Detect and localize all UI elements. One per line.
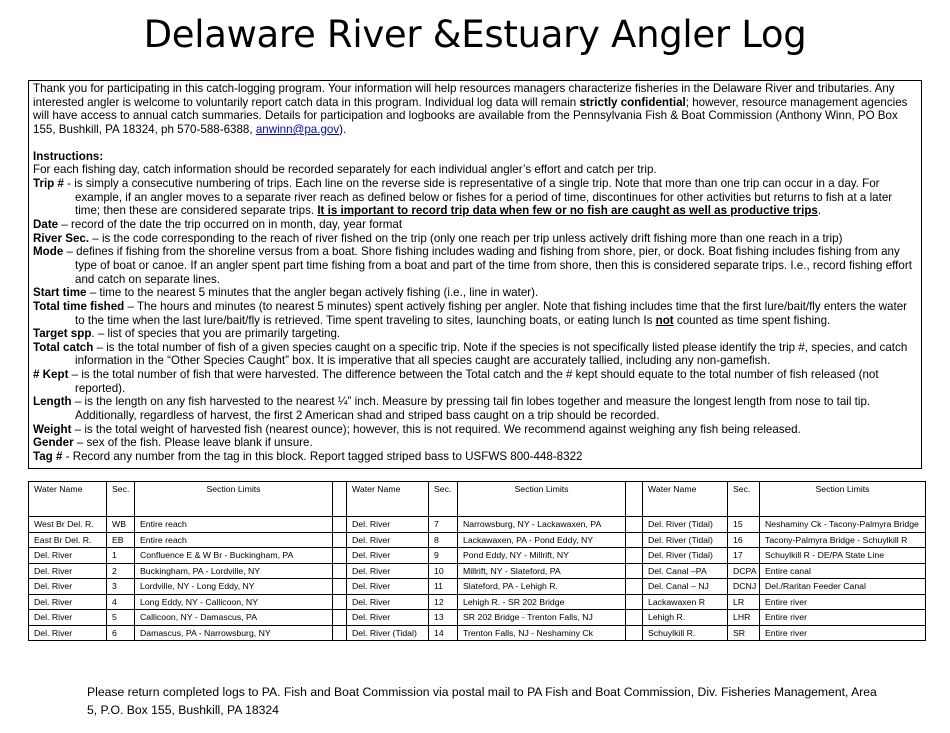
header-section-limits: Section Limits: [458, 482, 626, 517]
limits-cell: Entire river: [760, 625, 926, 641]
column-separator: [333, 610, 347, 626]
water-name-cell: Del. River: [347, 594, 429, 610]
page-title: Delaware River &Estuary Angler Log: [143, 13, 807, 56]
sec-cell: LR: [728, 594, 760, 610]
def-mode-text: – defines if fishing from the shoreline versus from a boat. Shore fishing includes wading and fishing from shore, pier, or dock. Boat fishing includes fishing from any type of boat or canoe. If an angler spent part time fishing from a boat and part of the time from shore, then this is considered separate trips. I.e., record fishing effort and catch on separate lines.: [63, 245, 912, 286]
limits-cell: Trenton Falls, NJ - Neshaminy Ck: [458, 625, 626, 641]
def-length: [33, 395, 917, 422]
limits-cell: Long Eddy, NY - Callicoon, NY: [135, 594, 333, 610]
limits-cell: Entire canal: [760, 563, 926, 579]
total-time-emphasis: not: [655, 313, 674, 327]
term-target-spp: Target spp: [33, 327, 92, 341]
column-separator: [626, 517, 643, 533]
sec-cell: 10: [429, 563, 458, 579]
limits-cell: Lehigh R. - SR 202 Bridge: [458, 594, 626, 610]
table-row: [29, 594, 926, 610]
column-separator: [333, 517, 347, 533]
sec-cell: 1: [107, 548, 135, 564]
column-separator: [333, 548, 347, 564]
water-name-cell: Del. River: [29, 625, 107, 641]
def-tag-text: - Record any number from the tag in this block. Report tagged striped bass to USFWS 800-448-8322: [62, 450, 583, 464]
header-section-limits: Section Limits: [135, 482, 333, 517]
intro-text-3: ).: [339, 122, 347, 136]
header-sec: Sec.: [728, 482, 760, 517]
instructions-box: [28, 80, 922, 469]
column-separator: [626, 625, 643, 641]
limits-cell: Entire reach: [135, 532, 333, 548]
water-name-cell: East Br Del. R.: [29, 532, 107, 548]
sec-cell: 6: [107, 625, 135, 641]
header-water-name: Water Name: [643, 482, 728, 517]
intro-text: Thank you for participating in this catch-logging program. Your information will help resources managers characterize fisheries in the Delaware River and tributaries. Any interested angler is welcome to voluntarily report catch data in this program. Individual log data will remain: [33, 82, 895, 109]
def-length-text: – is the length on any fish harvested to the nearest ¼” inch. Measure by pressing tail fin lobes together and measure the longest length from nose to tail tip. Additionally, regardless of harvest, the first 2 American shad and striped bass caught on a trip should be recorded.: [71, 395, 871, 423]
sec-cell: 8: [429, 532, 458, 548]
water-name-cell: Del. River: [347, 517, 429, 533]
limits-cell: Entire river: [760, 594, 926, 610]
term-total-time: Total time fished: [33, 299, 125, 313]
sec-cell: SR: [728, 625, 760, 641]
term-total-catch: Total catch: [33, 340, 94, 354]
intro-paragraph: [33, 82, 917, 137]
header-sec: Sec.: [107, 482, 135, 517]
sec-cell: 2: [107, 563, 135, 579]
water-name-cell: Del. River (Tidal): [643, 548, 728, 564]
table-row: [29, 625, 926, 641]
water-name-cell: Del. River: [347, 610, 429, 626]
water-name-cell: Del. Canal – NJ: [643, 579, 728, 595]
def-total-catch: [33, 341, 917, 368]
def-trip-end: .: [817, 204, 822, 218]
water-name-cell: Del. River (Tidal): [643, 517, 728, 533]
def-gender-text: – sex of the fish. Please leave blank if unsure.: [73, 436, 313, 450]
water-name-cell: West Br Del. R.: [29, 517, 107, 533]
column-separator: [333, 625, 347, 641]
def-target-spp: [33, 327, 917, 341]
column-separator: [626, 610, 643, 626]
sec-cell: 7: [429, 517, 458, 533]
column-separator: [626, 563, 643, 579]
sec-cell: EB: [107, 532, 135, 548]
def-total-time-text: – The hours and minutes (to nearest 5 minutes) spent actively fishing per angler. Note that fishing includes time that the first lure/bait/fly enters the water to the time when the last lure/bait/fly is retrieved. Time spent traveling to sites, launching boats, or eating lunch Is: [75, 299, 908, 327]
water-name-cell: Schuylkill R.: [643, 625, 728, 641]
limits-cell: SR 202 Bridge - Trenton Falls, NJ: [458, 610, 626, 626]
def-date-text: – record of the date the trip occurred on in month, day, year format: [58, 217, 403, 231]
def-river-sec-text: – is the code corresponding to the reach of river fished on the trip (only one reach per trip unless actively drift fishing more than one reach in a trip): [89, 231, 843, 245]
def-total-time: [33, 300, 917, 327]
def-river-sec: [33, 232, 917, 246]
limits-cell: Lordville, NY - Long Eddy, NY: [135, 579, 333, 595]
limits-cell: Narrowsburg, NY - Lackawaxen, PA: [458, 517, 626, 533]
column-separator: [626, 548, 643, 564]
def-total-time-end: counted as time spent fishing.: [673, 313, 831, 327]
limits-cell: Tacony-Palmyra Bridge - Schuylkill R: [760, 532, 926, 548]
water-name-cell: Del. River: [347, 563, 429, 579]
sec-cell: WB: [107, 517, 135, 533]
sec-cell: 11: [429, 579, 458, 595]
sec-cell: 5: [107, 610, 135, 626]
sec-cell: 13: [429, 610, 458, 626]
def-trip-text: - is simply a consecutive numbering of trips. Each line on the reverse side is representative of a single trip. Note that more than one trip can occur in a day. For example, if an angler moves to a separate river reach as defined below or fishes for a period of time, discontinues for other activities but returns to fish at a later time; then these are considered separate trips.: [63, 176, 893, 218]
table-row: [29, 579, 926, 595]
water-name-cell: Lehigh R.: [643, 610, 728, 626]
water-name-cell: Del. River: [29, 579, 107, 595]
term-date: Date: [33, 217, 59, 231]
term-tag: Tag #: [33, 450, 63, 464]
sec-cell: 16: [728, 532, 760, 548]
table-header-row: [29, 482, 926, 517]
limits-cell: Del./Raritan Feeder Canal: [760, 579, 926, 595]
return-instructions: Please return completed logs to PA. Fish and Boat Commission via postal mail to PA Fish and Boat Commission, Div. Fisheries Management, Area 5, P.O. Box 155, Bushkill, PA 18324: [87, 685, 877, 717]
intro-text-2: ; however, resource management agencies will have access to annual catch summaries. Details for participation and logbooks are available from the Pennsylvania Fish & Boat Commission (Anthony Winn, PO Box 155, Bushkill, PA 18324, ph 570-588-6388,: [33, 95, 908, 136]
limits-cell: Confluence E & W Br - Buckingham, PA: [135, 548, 333, 564]
sec-cell: 3: [107, 579, 135, 595]
instructions-heading: [33, 150, 917, 164]
limits-cell: Neshaminy Ck - Tacony-Palmyra Bridge: [760, 517, 926, 533]
water-name-cell: Del. River: [347, 548, 429, 564]
def-start-time-text: – time to the nearest 5 minutes that the angler began actively fishing (i.e., line in water).: [86, 286, 539, 300]
def-mode: [33, 245, 917, 286]
table-row: [29, 548, 926, 564]
def-weight: [33, 423, 917, 437]
column-separator: [333, 532, 347, 548]
term-weight: Weight: [33, 422, 72, 436]
def-date: [33, 218, 917, 232]
limits-cell: Buckingham, PA - Lordville, NY: [135, 563, 333, 579]
limits-cell: Entire reach: [135, 517, 333, 533]
table-row: [29, 517, 926, 533]
limits-cell: Schuylkill R - DE/PA State Line: [760, 548, 926, 564]
header-section-limits: Section Limits: [760, 482, 926, 517]
sec-cell: 14: [429, 625, 458, 641]
table-row: [29, 563, 926, 579]
column-separator: [333, 563, 347, 579]
water-name-cell: Del. River: [29, 563, 107, 579]
term-trip: Trip #: [33, 176, 64, 190]
column-separator: [333, 579, 347, 595]
sec-cell: 15: [728, 517, 760, 533]
instructions-lead: For each fishing day, catch information should be recorded separately for each individual angler’s effort and catch per trip.: [33, 163, 657, 177]
water-name-cell: Del. River (Tidal): [347, 625, 429, 641]
column-separator: [626, 532, 643, 548]
limits-cell: Slateford, PA - Lehigh R.: [458, 579, 626, 595]
limits-cell: Entire river: [760, 610, 926, 626]
header-water-name: Water Name: [29, 482, 107, 517]
sec-cell: DCNJ: [728, 579, 760, 595]
header-water-name: Water Name: [347, 482, 429, 517]
column-separator: [333, 594, 347, 610]
column-separator: [626, 579, 643, 595]
term-mode: Mode: [33, 245, 64, 259]
trip-emphasis: It is important to record trip data when few or no fish are caught as well as productive trips: [317, 204, 818, 218]
def-start-time: [33, 286, 917, 300]
term-river-sec: River Sec.: [33, 231, 90, 245]
water-name-cell: Del. River: [29, 548, 107, 564]
water-name-cell: Del. Canal –PA: [643, 563, 728, 579]
intro-confidential: strictly confidential: [579, 95, 686, 109]
def-gender: [33, 436, 917, 450]
def-weight-text: – is the total weight of harvested fish (nearest ounce); however, this is not required. We recommend against weighing any fish being released.: [71, 422, 801, 436]
term-start-time: Start time: [33, 286, 87, 300]
water-name-cell: Lackawaxen R: [643, 594, 728, 610]
water-name-cell: Del. River: [347, 579, 429, 595]
table-row: [29, 532, 926, 548]
spacer: [33, 137, 917, 150]
def-total-catch-text: – is the total number of fish of a given species caught on a specific trip. Note if the species is not specifically listed please identify the trip #, species, and catch information in the “Other Species Caught” box. It is imperative that all species caught are accurately tallied, including any non-gamefish.: [75, 340, 908, 368]
def-trip: [33, 177, 917, 218]
limits-cell: Pond Eddy, NY - Millrift, NY: [458, 548, 626, 564]
term-length: Length: [33, 395, 72, 409]
water-name-cell: Del. River: [29, 610, 107, 626]
water-name-cell: Del. River (Tidal): [643, 532, 728, 548]
email-link[interactable]: anwinn@pa.gov: [255, 122, 340, 136]
sec-cell: 17: [728, 548, 760, 564]
column-separator: [626, 594, 643, 610]
sec-cell: 12: [429, 594, 458, 610]
sec-cell: 9: [429, 548, 458, 564]
water-name-cell: Del. River: [347, 532, 429, 548]
limits-cell: Callicoon, NY - Damascus, PA: [135, 610, 333, 626]
term-kept: # Kept: [33, 368, 69, 382]
header-sec: Sec.: [429, 482, 458, 517]
term-gender: Gender: [33, 436, 74, 450]
column-separator: [626, 482, 643, 517]
sec-cell: DCPA: [728, 563, 760, 579]
def-tag: [33, 450, 917, 464]
limits-cell: Lackawaxen, PA - Pond Eddy, NY: [458, 532, 626, 548]
def-kept-text: – is the total number of fish that were harvested. The difference between the Total catch and the # kept should equate to the total number of fish released (not reported).: [68, 368, 879, 395]
limits-cell: Millrift, NY - Slateford, PA: [458, 563, 626, 579]
limits-cell: Damascus, PA - Narrowsburg, NY: [135, 625, 333, 641]
water-name-cell: Del. River: [29, 594, 107, 610]
table-row: [29, 610, 926, 626]
column-separator: [333, 482, 347, 517]
instructions-heading-text: Instructions:: [33, 149, 104, 163]
sec-cell: LHR: [728, 610, 760, 626]
sec-cell: 4: [107, 594, 135, 610]
def-kept: [33, 368, 917, 395]
def-target-spp-text: . – list of species that you are primarily targeting.: [91, 327, 341, 341]
river-sections-table: [28, 481, 926, 641]
